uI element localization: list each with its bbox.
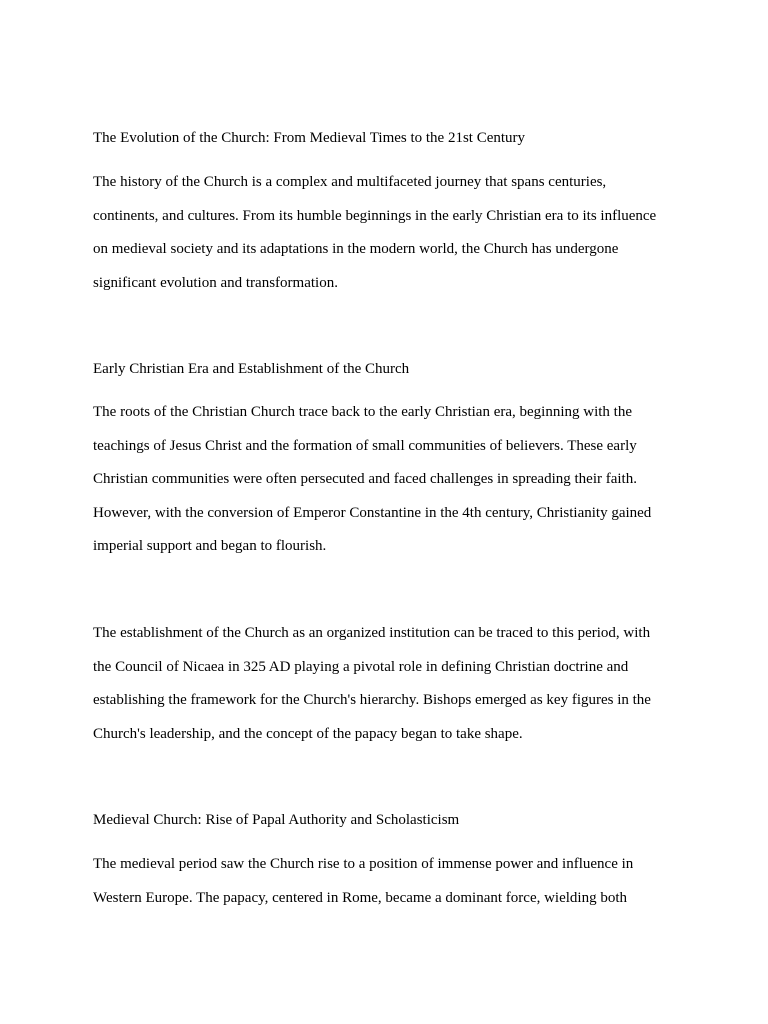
intro-paragraph: [93, 166, 693, 300]
paragraph-line: The roots of the Christian Church trace back to the early Christian era, beginning with the: [93, 404, 633, 420]
paragraph-line: Church's leadership, and the concept of the papacy began to take shape.: [93, 725, 523, 742]
heading-text: Medieval Church: Rise of Papal Authority and Scholasticism: [93, 812, 460, 828]
paragraph-line: The history of the Church is a complex and multifaceted journey that spans centuries,: [93, 174, 607, 190]
paragraph-line: Christian communities were often persecuted and faced challenges in spreading their faith.: [93, 471, 637, 488]
medieval-paragraph-1: [93, 848, 693, 915]
paragraph-line: The establishment of the Church as an organized institution can be traced to this period, with: [93, 625, 651, 641]
paragraph-line: on medieval society and its adaptations in the modern world, the Church has undergone: [93, 241, 619, 258]
paragraph-line: However, with the conversion of Emperor Constantine in the 4th century, Christianity gained: [93, 504, 652, 521]
paragraph-line: the Council of Nicaea in 325 AD playing a pivotal role in defining Christian doctrine and: [93, 658, 629, 675]
paragraph-line: The medieval period saw the Church rise to a position of immense power and influence in: [93, 856, 634, 872]
section-heading-early-christian: [93, 353, 693, 387]
paragraph-line: continents, and cultures. From its humble beginnings in the early Christian era to its influence: [93, 207, 657, 224]
title-text: The Evolution of the Church: From Medieval Times to the 21st Century: [93, 130, 526, 146]
paragraph-line: Western Europe. The papacy, centered in Rome, became a dominant force, wielding both: [93, 889, 628, 906]
paragraph-line: establishing the framework for the Church's hierarchy. Bishops emerged as key figures in the: [93, 692, 651, 709]
document-title: [93, 122, 693, 156]
paragraph-line: teachings of Jesus Christ and the formation of small communities of believers. These early: [93, 437, 637, 454]
early-christian-paragraph-1: [93, 396, 693, 564]
paragraph-line: significant evolution and transformation.: [93, 274, 338, 291]
paragraph-line: imperial support and began to flourish.: [93, 538, 327, 555]
heading-text: Early Christian Era and Establishment of the Church: [93, 361, 410, 377]
section-heading-medieval: [93, 804, 693, 838]
early-christian-paragraph-2: [93, 617, 693, 751]
